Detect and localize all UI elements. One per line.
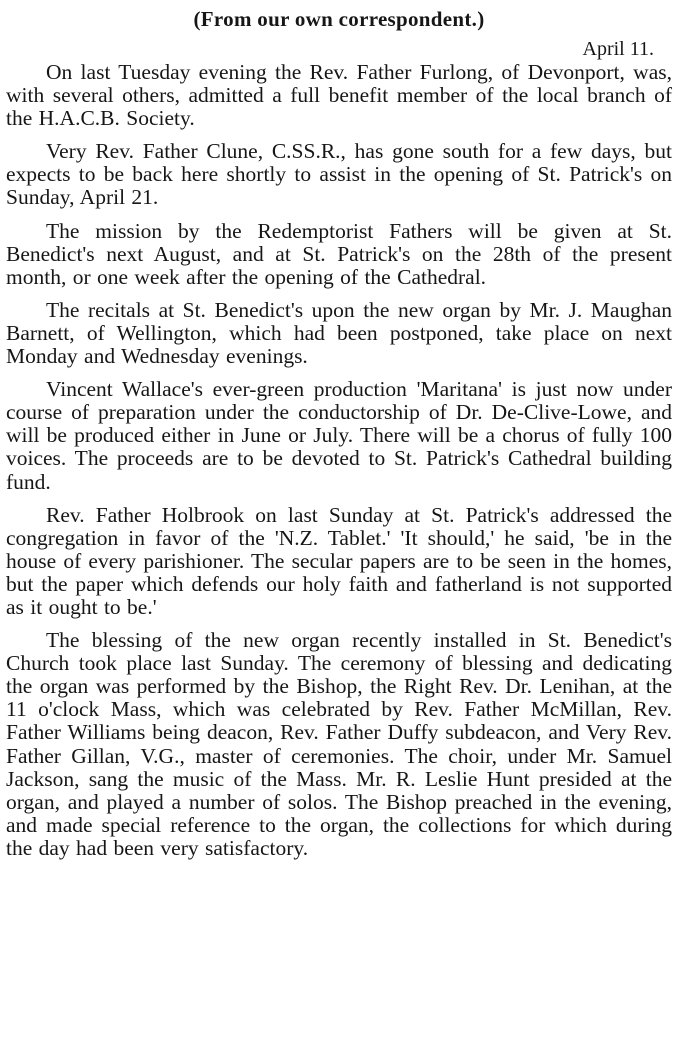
paragraph-recitals: The recitals at St. Benedict's upon the new organ by Mr. J. Maughan Barnett, of Wellington, which had been postponed, take place on next Monday and Wednesday evenings. [6,297,672,369]
paragraph-holbrook: Rev. Father Holbrook on last Sunday at St. Patrick's addressed the congregation in favor of the 'N.Z. Tablet.' 'It should,' he said, 'be in the house of every parishioner. The secular papers are to be seen in the homes, but the paper which defends our holy faith and fatherland is not supported as it ought to be.' [6,502,672,619]
paragraph-organ-blessing: The blessing of the new organ recently installed in St. Benedict's Church took place last Sunday. The ceremony of blessing and dedicating the organ was performed by the Bishop, the Right Rev. Dr. Lenihan, at the 11 o'clock Mass, which was celebrated by Rev. Father McMillan, Rev. Father Williams being deacon, Rev. Father Duffy subdeacon, and Very Rev. Father Gillan, V.G., master of ceremonies. The choir, under Mr. Samuel Jackson, sang the music of the Mass. Mr. R. Leslie Hunt presided at the organ, and played a number of solos. The Bishop preached in the evening, and made special reference to the organ, the collections for which during the day had been very satisfactory. [6,628,672,860]
article-heading: (From our own correspondent.) [193,7,485,31]
paragraph-furlong: On last Tuesday evening the Rev. Father Furlong, of Devonport, was, with several others, admitted a full benefit member of the local branch of the H.A.C.B. Society. [6,60,672,131]
paragraph-clune: Very Rev. Father Clune, C.SS.R., has gone south for a few days, but expects to be back here shortly to assist in the opening of St. Patrick's on Sunday, April 21. [6,139,672,210]
article-dateline: April 11. [582,38,654,60]
paragraph-mission: The mission by the Redemptorist Fathers will be given at St. Benedict's next August, and at St. Patrick's on the 28th of the present month, or one week after the opening of the Cathedral. [6,218,672,289]
paragraph-maritana: Vincent Wallace's ever-green production 'Maritana' is just now under course of preparation under the conductorship of Dr. De-Clive-Lowe, and will be produced either in June or July. There will be a chorus of fully 100 voices. The proceeds are to be devoted to St. Patrick's Cathedral building fund. [6,377,672,494]
